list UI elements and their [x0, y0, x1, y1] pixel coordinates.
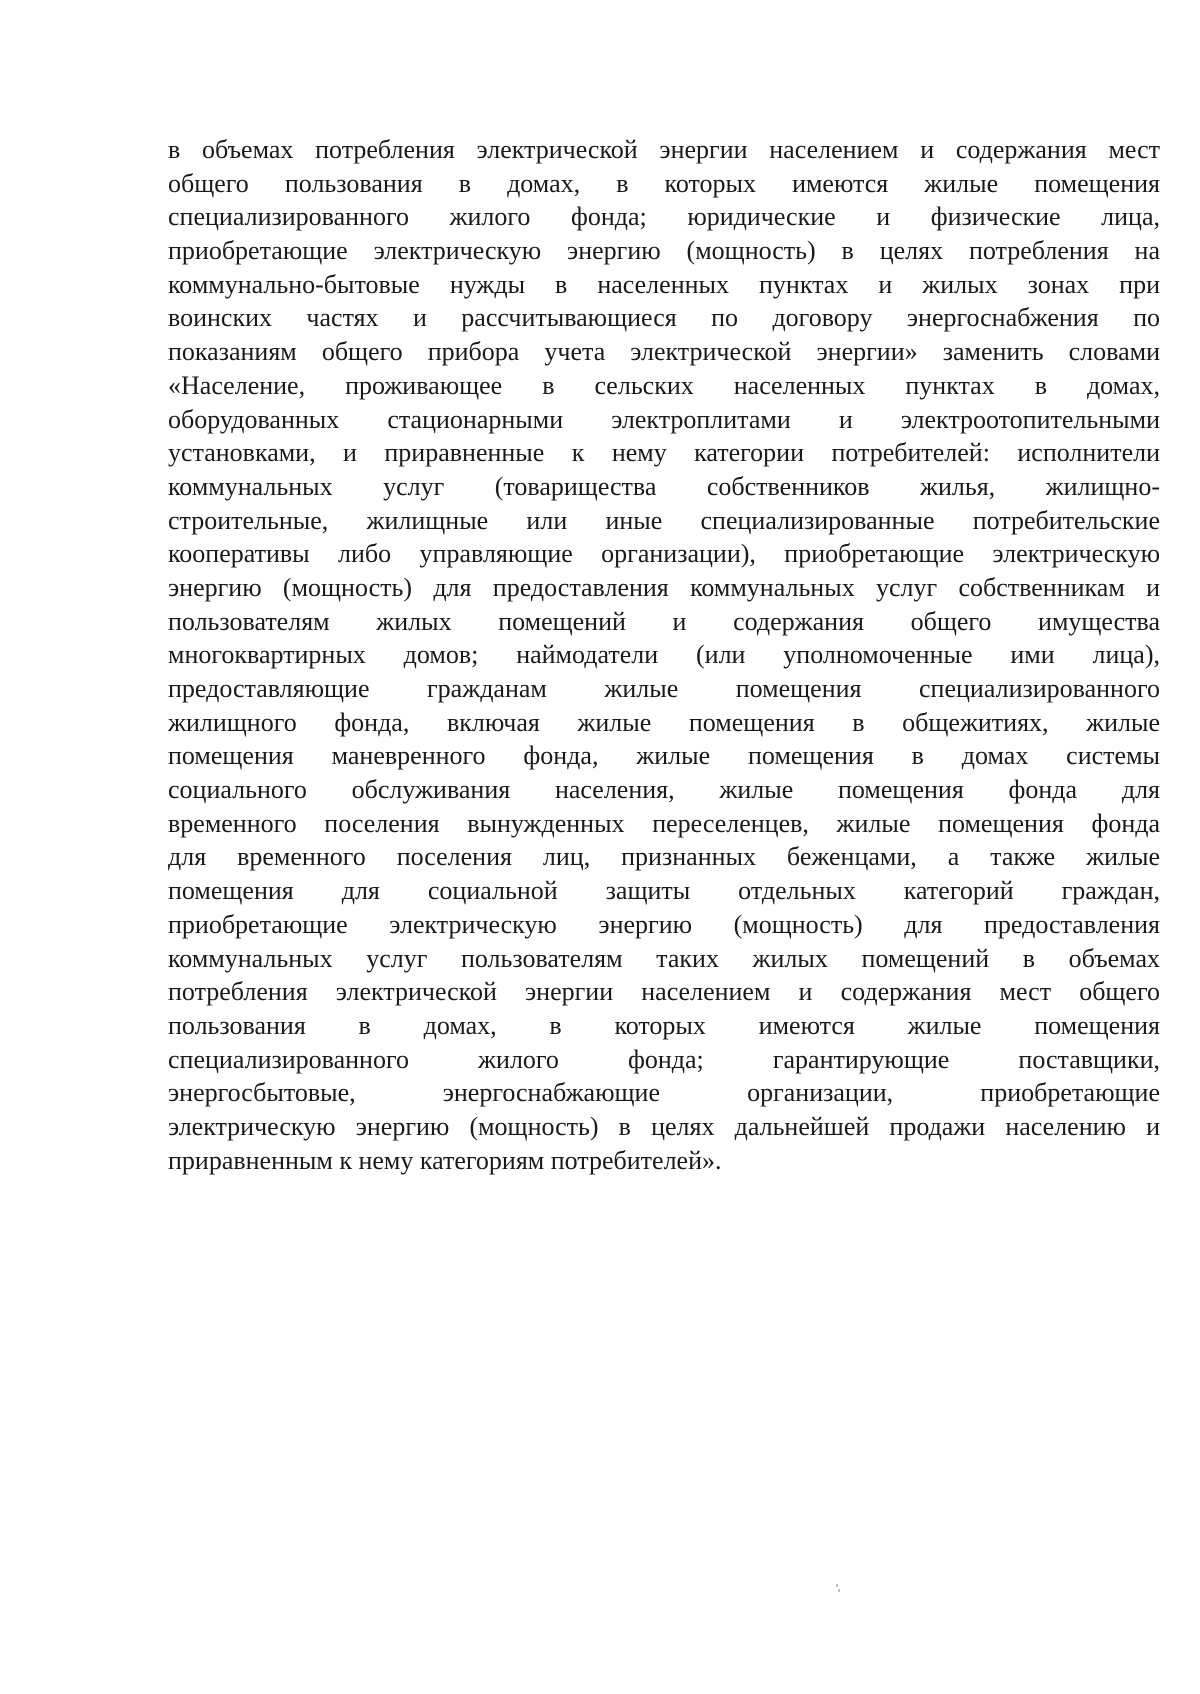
- text-line: многоквартирных домов; наймодатели (или уполномоченные ими лица),: [168, 640, 1160, 670]
- text-line: коммунальных услуг (товарищества собственников жилья, жилищно-: [168, 471, 1160, 501]
- text-line: пользования в домах, в которых имеются жилые помещения: [168, 1010, 1160, 1040]
- text-line: потребления электрической энергии населением и содержания мест общего: [168, 977, 1160, 1007]
- text-line-last: приравненным к нему категориям потребителей».: [168, 1145, 722, 1175]
- text-line: в объемах потребления электрической энергии населением и содержания мест: [168, 135, 1160, 164]
- text-line: коммунально-бытовые нужды в населенных пунктах и жилых зонах при: [168, 269, 1160, 299]
- text-line: пользователям жилых помещений и содержания общего имущества: [168, 606, 1160, 636]
- text-line: для временного поселения лиц, признанных беженцами, а также жилые: [168, 842, 1160, 872]
- text-line: жилищного фонда, включая жилые помещения в общежитиях, жилые: [168, 707, 1160, 737]
- body-text: [168, 133, 1160, 1177]
- text-line: показаниям общего прибора учета электрической энергии» заменить словами: [168, 337, 1160, 367]
- text-line: приобретающие электрическую энергию (мощность) для предоставления: [168, 909, 1160, 939]
- text-line: строительные, жилищные или иные специализированные потребительские: [168, 505, 1160, 535]
- text-line: установками, и приравненные к нему категории потребителей: исполнители: [168, 438, 1160, 468]
- text-line: оборудованных стационарными электроплитами и электроотопительными: [168, 404, 1160, 434]
- text-line: социального обслуживания населения, жилые помещения фонда для: [168, 775, 1160, 805]
- text-line: временного поселения вынужденных переселенцев, жилые помещения фонда: [168, 808, 1160, 838]
- text-line: помещения для социальной защиты отдельных категорий граждан,: [168, 876, 1160, 906]
- text-line: кооперативы либо управляющие организации), приобретающие электрическую: [168, 539, 1160, 569]
- text-line: предоставляющие гражданам жилые помещения специализированного: [168, 674, 1160, 703]
- text-line: общего пользования в домах, в которых имеются жилые помещения: [168, 168, 1160, 198]
- text-line: специализированного жилого фонда; гарантирующие поставщики,: [168, 1044, 1160, 1074]
- text-line: электрическую энергию (мощность) в целях дальнейшей продажи населению и: [168, 1111, 1160, 1141]
- scan-speck: [836, 1584, 838, 1587]
- text-line: приобретающие электрическую энергию (мощность) в целях потребления на: [168, 236, 1160, 266]
- scan-speck: [838, 1589, 840, 1592]
- text-line: энергию (мощность) для предоставления коммунальных услуг собственникам и: [168, 572, 1160, 602]
- text-line: коммунальных услуг пользователям таких жилых помещений в объемах: [168, 943, 1160, 973]
- text-line: энергосбытовые, энергоснабжающие организации, приобретающие: [168, 1078, 1160, 1108]
- text-line: воинских частях и рассчитывающиеся по договору энергоснабжения по: [168, 303, 1160, 333]
- text-line: специализированного жилого фонда; юридические и физические лица,: [168, 202, 1160, 232]
- text-line: помещения маневренного фонда, жилые помещения в домах системы: [168, 741, 1160, 771]
- text-line: «Население, проживающее в сельских населенных пунктах в домах,: [168, 370, 1160, 400]
